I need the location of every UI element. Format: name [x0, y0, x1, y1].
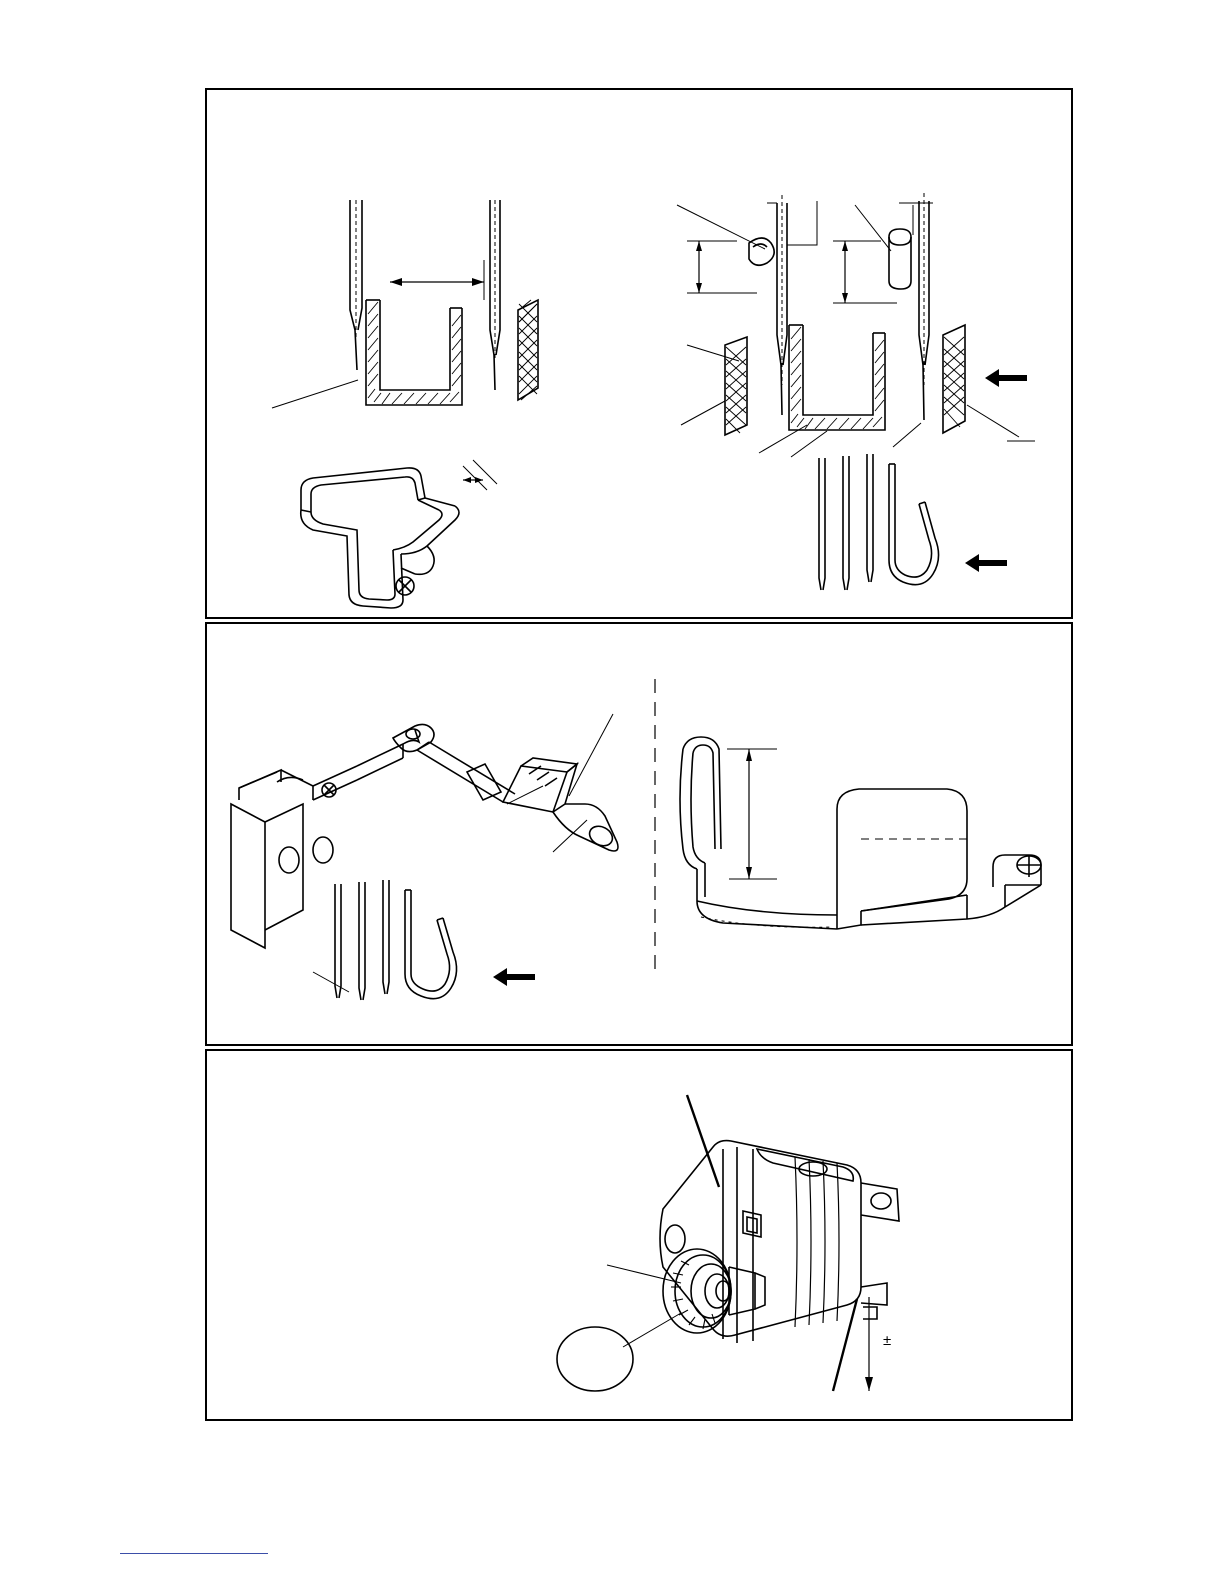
- tolerance-symbol: ±: [883, 1332, 892, 1349]
- panel-tension-assembly: [205, 1049, 1073, 1421]
- thread-guide-bracket-view: [637, 679, 1057, 979]
- panel-presser-arm-assembly: [205, 622, 1073, 1046]
- tension-disc-assembly-view: [547, 1091, 1047, 1411]
- thread-direction-arrow: [883, 1332, 891, 1350]
- looper-and-needle-detail-view: [667, 185, 1037, 475]
- panel-needle-clearance: [205, 88, 1073, 619]
- footer-rule: [120, 1553, 268, 1554]
- needle-guard-side-view: [287, 450, 547, 615]
- needle-thread-bundle-left: [797, 450, 1037, 610]
- needle-thread-bundle-lower: [307, 874, 567, 1034]
- needle-guard-front-view: [262, 190, 562, 430]
